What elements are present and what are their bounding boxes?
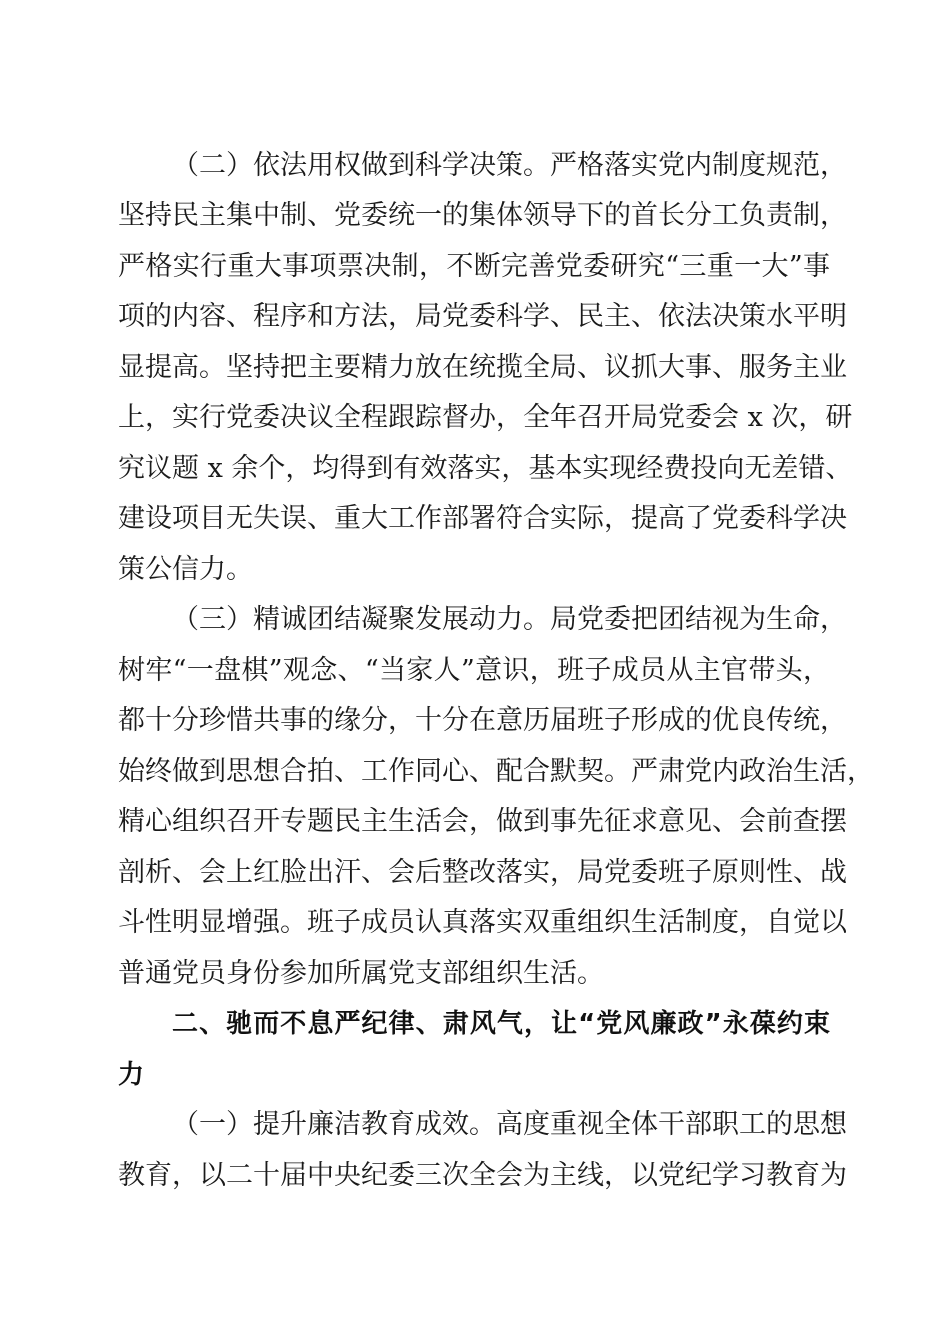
text-line: 项的内容、程序和方法，局党委科学、民主、依法决策水平明: [118, 301, 847, 332]
text-line: （一）提升廉洁教育成效。高度重视全体干部职工的思想: [172, 1109, 847, 1140]
text-line: 精心组织召开专题民主生活会，做到事先征求意见、会前查摆: [118, 806, 847, 837]
text-line: 显提高。坚持把主要精力放在统揽全局、议抓大事、服务主业: [118, 352, 847, 383]
text-line: 树牢“一盘棋”观念、“当家人”意识，班子成员从主官带头，: [118, 655, 830, 686]
text-line: 斗性明显增强。班子成员认真落实双重组织生活制度，自觉以: [118, 907, 847, 938]
text-line: 坚持民主集中制、党委统一的集体领导下的首长分工负责制，: [118, 200, 847, 231]
text-line: 上，实行党委决议全程跟踪督办，全年召开局党委会 x 次，研: [118, 402, 853, 433]
text-line: 究议题 x 余个，均得到有效落实，基本实现经费投向无差错、: [118, 453, 853, 484]
text-line: 教育，以二十届中央纪委三次全会为主线，以党纪学习教育为: [118, 1160, 847, 1191]
text-line: （二）依法用权做到科学决策。严格落实党内制度规范，: [172, 150, 847, 181]
text-line: 剖析、会上红脸出汗、会后整改落实，局党委班子原则性、战: [118, 857, 847, 888]
text-line: 严格实行重大事项票决制，不断完善党委研究“三重一大”事: [118, 251, 830, 282]
text-line: 普通党员身份参加所属党支部组织生活。: [118, 958, 604, 989]
text-line: 策公信力。: [118, 554, 253, 585]
text-line: 始终做到思想合拍、工作同心、配合默契。严肃党内政治生活，: [118, 756, 874, 787]
text-line: 都十分珍惜共事的缘分，十分在意历届班子形成的优良传统，: [118, 705, 847, 736]
text-line: 建设项目无失误、重大工作部署符合实际，提高了党委科学决: [118, 503, 847, 534]
heading-line: 二、驰而不息严纪律、肃风气，让“党风廉政”永葆约束: [172, 1009, 830, 1039]
heading-line: 力: [118, 1060, 145, 1090]
text-line: （三）精诚团结凝聚发展动力。局党委把团结视为生命，: [172, 604, 847, 635]
